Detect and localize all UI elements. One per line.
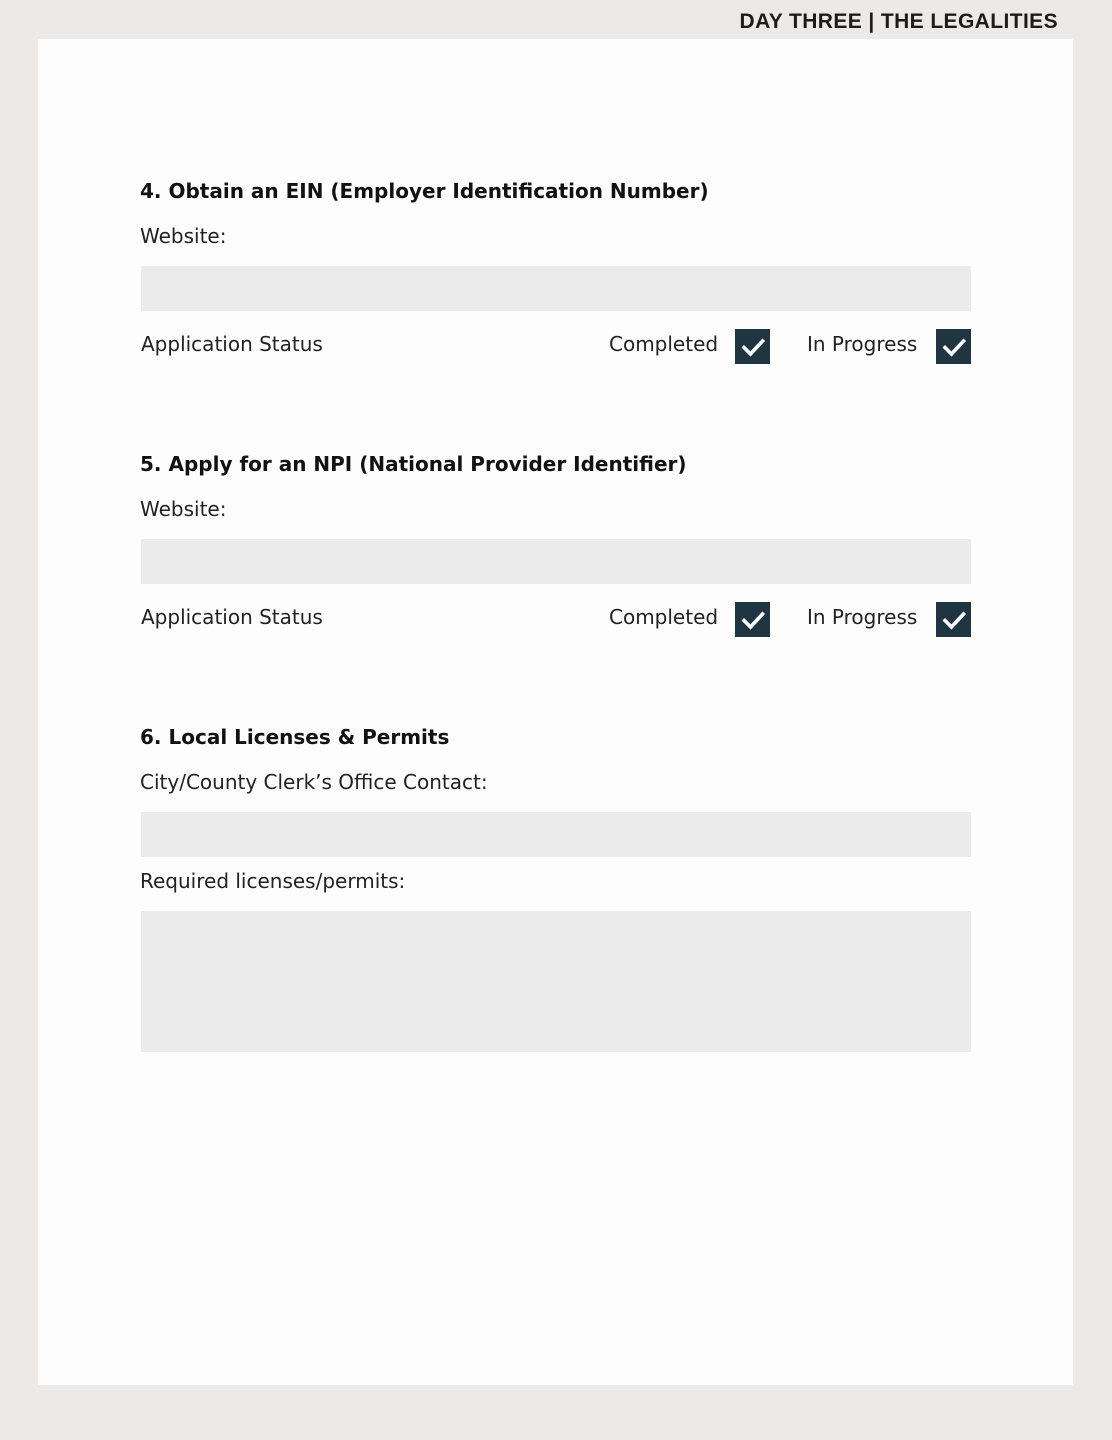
clerk-contact-input[interactable] bbox=[141, 812, 971, 857]
application-status-label: Application Status bbox=[141, 332, 323, 356]
required-licenses-textarea[interactable] bbox=[141, 911, 971, 1052]
in-progress-checkbox[interactable] bbox=[936, 329, 971, 364]
website-input-ein[interactable] bbox=[141, 266, 971, 311]
section-title-licenses: 6. Local Licenses & Permits bbox=[140, 725, 450, 749]
in-progress-option-label: In Progress bbox=[807, 332, 918, 356]
checkmark-icon bbox=[942, 608, 966, 632]
application-status-label: Application Status bbox=[141, 605, 323, 629]
website-label-ein: Website: bbox=[140, 224, 227, 248]
website-input-npi[interactable] bbox=[141, 539, 971, 584]
page-header-title: DAY THREE | THE LEGALITIES bbox=[739, 10, 1058, 33]
required-licenses-label: Required licenses/permits: bbox=[140, 869, 406, 893]
section-title-ein: 4. Obtain an EIN (Employer Identification Number) bbox=[140, 179, 709, 203]
completed-option-label: Completed bbox=[609, 332, 719, 356]
application-status-row-npi bbox=[141, 601, 971, 637]
worksheet-page bbox=[38, 39, 1073, 1385]
application-status-row-ein bbox=[141, 328, 971, 364]
clerk-contact-label: City/County Clerk’s Office Contact: bbox=[140, 770, 488, 794]
website-label-npi: Website: bbox=[140, 497, 227, 521]
checkmark-icon bbox=[942, 335, 966, 359]
checkmark-icon bbox=[741, 335, 765, 359]
checkmark-icon bbox=[741, 608, 765, 632]
completed-checkbox[interactable] bbox=[735, 329, 770, 364]
completed-checkbox[interactable] bbox=[735, 602, 770, 637]
in-progress-option-label: In Progress bbox=[807, 605, 918, 629]
section-title-npi: 5. Apply for an NPI (National Provider Identifier) bbox=[140, 452, 687, 476]
in-progress-checkbox[interactable] bbox=[936, 602, 971, 637]
completed-option-label: Completed bbox=[609, 605, 719, 629]
